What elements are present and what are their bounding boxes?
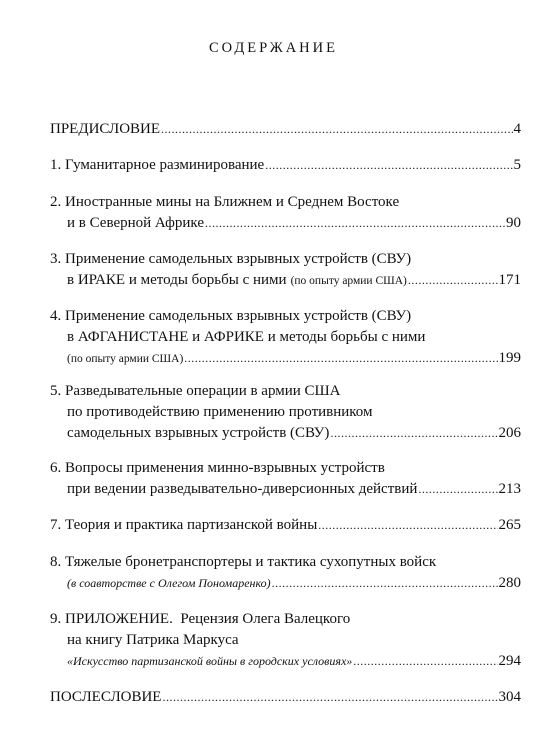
toc-line xyxy=(50,155,521,176)
toc-line xyxy=(50,651,521,672)
toc-line xyxy=(50,119,521,140)
toc-entry-chapter-8 xyxy=(50,552,521,594)
toc-line xyxy=(50,630,521,651)
toc-entry-label: 8. Тяжелые бронетранспортеры и тактика сухопутных войск xyxy=(50,554,437,570)
dot-leader xyxy=(353,651,497,672)
dot-leader xyxy=(418,479,497,500)
toc-line xyxy=(50,192,521,213)
toc-line xyxy=(50,306,521,327)
toc-line xyxy=(50,402,521,423)
toc-page-number: 90 xyxy=(506,215,521,231)
toc-line xyxy=(50,270,521,292)
toc-entry-label-continued: самодельных взрывных устройств (СВУ) xyxy=(67,425,330,441)
toc-line xyxy=(50,458,521,479)
toc-line xyxy=(50,249,521,270)
dot-leader xyxy=(408,270,498,291)
toc-entry-chapter-7 xyxy=(50,515,521,536)
dot-leader xyxy=(330,423,497,444)
toc-entry-label-continued: и в Северной Африке xyxy=(67,215,204,231)
toc-page-number: 294 xyxy=(498,653,521,669)
toc-entry-chapter-4 xyxy=(50,306,521,370)
dot-leader xyxy=(162,687,497,708)
dot-leader xyxy=(265,155,512,176)
toc-entry-label: 2. Иностранные мины на Ближнем и Среднем Востоке xyxy=(50,194,400,210)
toc-entry-label-continued: при ведении разведывательно-диверсионных действий xyxy=(67,481,418,497)
toc-entry-note: (по опыту армии США) xyxy=(290,275,407,287)
toc-entry-chapter-9 xyxy=(50,609,521,672)
toc-page-number: 206 xyxy=(498,425,521,441)
toc-entry-label: 9. ПРИЛОЖЕНИЕ. Рецензия Олега Валецкого xyxy=(50,611,351,627)
toc-page-number: 304 xyxy=(498,689,521,705)
toc-page-number: 5 xyxy=(513,157,521,173)
toc-entry-label-continued: в АФГАНИСТАНЕ и АФРИКЕ и методы борьбы с ними xyxy=(67,329,426,345)
toc-entry-label: 4. Применение самодельных взрывных устройств (СВУ) xyxy=(50,308,412,324)
toc-page-number: 199 xyxy=(498,350,521,366)
toc-entry-preface xyxy=(50,119,521,140)
toc-page-number: 4 xyxy=(513,121,521,137)
dot-leader xyxy=(184,348,497,369)
dot-leader xyxy=(318,515,497,536)
toc-line xyxy=(50,213,521,234)
toc-line xyxy=(50,573,521,594)
toc-page-number: 265 xyxy=(498,517,521,533)
toc-entry-note: (в соавторстве с Олегом Пономаренко) xyxy=(67,576,271,590)
toc-line xyxy=(50,381,521,402)
toc-entry-chapter-2 xyxy=(50,192,521,234)
dot-leader xyxy=(272,573,498,594)
dot-leader xyxy=(205,213,505,234)
toc-entry-label-continued: в ИРАКЕ и методы борьбы с ними xyxy=(67,272,287,288)
toc-entry-chapter-6 xyxy=(50,458,521,500)
toc-entry-label: 3. Применение самодельных взрывных устройств (СВУ) xyxy=(50,251,412,267)
toc-entry-label: 1. Гуманитарное разминирование xyxy=(50,157,265,173)
toc-entry-chapter-1 xyxy=(50,155,521,176)
toc-entry-label: ПРЕДИСЛОВИЕ xyxy=(50,121,161,137)
toc-page-number: 280 xyxy=(498,575,521,591)
toc-entry-label-continued: на книгу Патрика Маркуса xyxy=(67,632,239,648)
toc-line xyxy=(50,515,521,536)
toc-line xyxy=(50,479,521,500)
toc-entry-label-continued: по противодействию применению противником xyxy=(67,404,373,420)
toc-line xyxy=(50,687,521,708)
page-title: СОДЕРЖАНИЕ xyxy=(209,40,338,56)
toc-entry-note: (по опыту армии США) xyxy=(67,353,184,365)
toc-entry-chapter-3 xyxy=(50,249,521,292)
toc-line xyxy=(50,348,521,370)
toc-entry-afterword xyxy=(50,687,521,708)
toc-line xyxy=(50,552,521,573)
toc-page-number: 213 xyxy=(498,481,521,497)
toc-line xyxy=(50,327,521,348)
toc-entry-label: 7. Теория и практика партизанской войны xyxy=(50,517,318,533)
toc-entry-chapter-5 xyxy=(50,381,521,444)
toc-line xyxy=(50,423,521,444)
toc-line xyxy=(50,609,521,630)
toc-entry-note: «Искусство партизанской войны в городских условиях» xyxy=(67,654,353,668)
toc-entry-label: 5. Разведывательные операции в армии США xyxy=(50,383,341,399)
dot-leader xyxy=(161,119,512,140)
toc-page-number: 171 xyxy=(498,272,521,288)
toc-entry-label: 6. Вопросы применения минно-взрывных устройств xyxy=(50,460,385,476)
toc-entry-label: ПОСЛЕСЛОВИЕ xyxy=(50,689,162,705)
